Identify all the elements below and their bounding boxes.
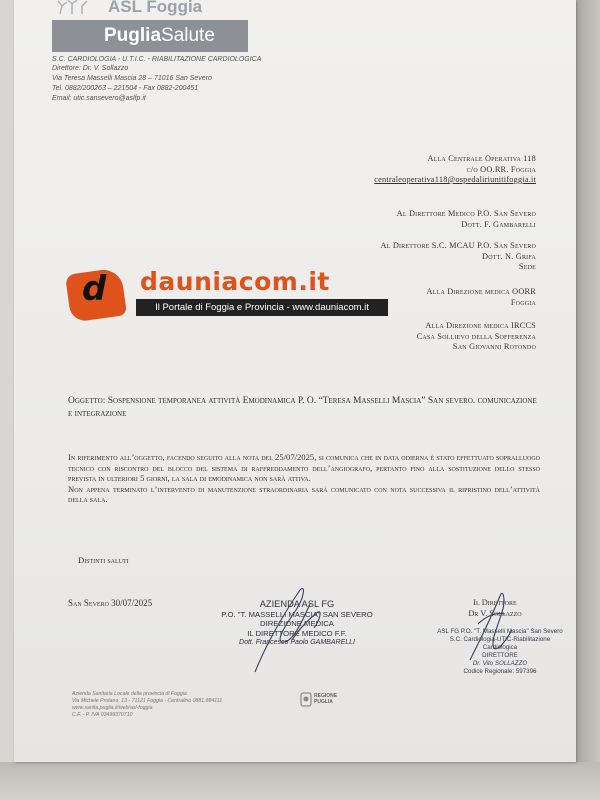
email-line: Email: utic.sansevero@aslfp.it xyxy=(52,95,146,102)
footer-line: Via Michele Protano, 13 - 71121 Foggia - Centralino 0881.884111 xyxy=(72,698,223,704)
stamp-line: AZIENDA ASL FG xyxy=(259,599,335,609)
recipient-line: Sede xyxy=(518,262,536,271)
recipient-line: Dott. N. Grifa xyxy=(482,251,536,261)
department-line: S.C. CARDIOLOGIA - U.T.I.C. - RIABILITAZIONE CARDIOLOGICA xyxy=(52,56,262,63)
recipient-block xyxy=(381,241,537,273)
footer-line: www.sanita.puglia.it/web/asl-foggia xyxy=(72,705,153,711)
recipient-line: Alla Direzione medica OORR xyxy=(426,287,536,296)
recipient-line: Alla Direzione medica IRCCS xyxy=(425,321,536,330)
background-surface xyxy=(0,762,600,800)
stamp-line: S.C. Cardiologia-UTIC-Riabilitazione Cardiologica xyxy=(449,636,551,651)
tree-logo-icon xyxy=(52,0,92,14)
recipient-block xyxy=(397,209,536,230)
signature-title-line: Il Direttore xyxy=(473,598,517,607)
dauniacom-logo-letter: d xyxy=(82,269,107,309)
background-surface xyxy=(576,0,600,800)
place-date: San Severo 30/07/2025 xyxy=(68,598,153,608)
puglia-salute-banner: PugliaSalute xyxy=(52,20,248,52)
watermark-subtitle: Il Portale di Foggia e Provincia - www.dauniacom.it xyxy=(136,299,388,316)
stamp-line: Codice Regionale: 597396 xyxy=(463,668,537,675)
recipient-line: Al Direttore Medico P.O. San Severo xyxy=(396,209,536,218)
recipient-line: Alla Centrale Operativa 118 xyxy=(427,154,536,163)
stamp-line: Dott. Francesco Paolo GAMBARELLI xyxy=(239,639,355,646)
cardiology-stamp xyxy=(436,628,564,676)
recipient-line: c/o OO.RR. Foggia xyxy=(466,164,536,174)
letter-body xyxy=(68,452,540,505)
regione-puglia-logo xyxy=(298,689,350,715)
subject-line: Oggetto: Sospensione temporanea attività Emodinamica P. O. “Teresa Masselli Mascia” San severo. comunicazione e integrazione xyxy=(68,396,537,419)
closing: Distinti saluti xyxy=(78,555,129,565)
recipient-line: Dott. F. Gambarelli xyxy=(461,219,536,229)
stamp-line: P.O. "T. MASSELLI MASCIA" SAN SEVERO xyxy=(221,609,373,619)
recipient-email-link[interactable]: centraleoperativa118@ospedaliriunitifoggia.it xyxy=(374,175,536,184)
recipient-block xyxy=(417,321,536,353)
footer-line: Azienda Sanitaria Locale della provincia di Foggia xyxy=(72,691,187,697)
signature-title-line: Dr V. Sollazzo xyxy=(468,608,522,618)
dauniacom-watermark xyxy=(68,265,398,327)
address-line: Via Teresa Masselli Mascia 28 – 71016 San Severo xyxy=(52,75,212,82)
watermark-title: dauniacom.it xyxy=(140,267,330,296)
recipient-line: Al Direttore S.C. MCAU P.O. San Severo xyxy=(380,241,536,250)
recipient-line: Foggia xyxy=(510,297,536,307)
recipient-block xyxy=(427,287,536,308)
recipient-line: Casa Sollievo della Sofferenza xyxy=(416,331,536,341)
director-signature-title xyxy=(440,598,550,619)
regione-label: REGIONE xyxy=(314,693,338,699)
regione-crest-icon xyxy=(300,692,312,708)
stamp-line: IL DIRETTORE MEDICO F.F. xyxy=(247,628,347,638)
medical-direction-stamp xyxy=(212,600,382,648)
body-paragraph: Non appena terminato l’intervento di manutenzione straordinaria sarà comunicato con nota successiva il ripristino dell’attività della sala. xyxy=(68,483,540,505)
stamp-line: Dr. Vito SOLLAZZO xyxy=(472,660,528,667)
stamp-line: ASL FG P.O. "T. Masselli Mascia" San Severo xyxy=(437,628,563,635)
stamp-line: DIRETTORE xyxy=(482,652,518,659)
body-paragraph: In riferimento all’oggetto, facendo seguito alla nota del 25/07/2025, si comunica che in data odierna è stato effettuato sopralluogo tecnico con riscontro del blocco del sistema di raffreddamento dell’angiografo, pertanto fino alla sostituzione dello stesso prevista in ulteriori 5 giorni, la sala di emodinamica non sarà attiva. xyxy=(68,452,540,484)
asl-logo-text: ASL Foggia xyxy=(108,0,203,16)
stamp-line: DIREZIONE MEDICA xyxy=(260,619,334,628)
regione-label: PUGLIA xyxy=(314,699,333,705)
footer-line: C.F. - P. IVA 03499370710 xyxy=(72,712,133,718)
recipient-line: San Giovanni Rotondo xyxy=(452,342,536,351)
director-line: Direttore: Dr. V. Sollazzo xyxy=(52,65,129,72)
recipient-block xyxy=(374,154,536,186)
phone-line: Tel. 0882/200263 – 221504 - Fax 0882-200451 xyxy=(52,85,199,92)
